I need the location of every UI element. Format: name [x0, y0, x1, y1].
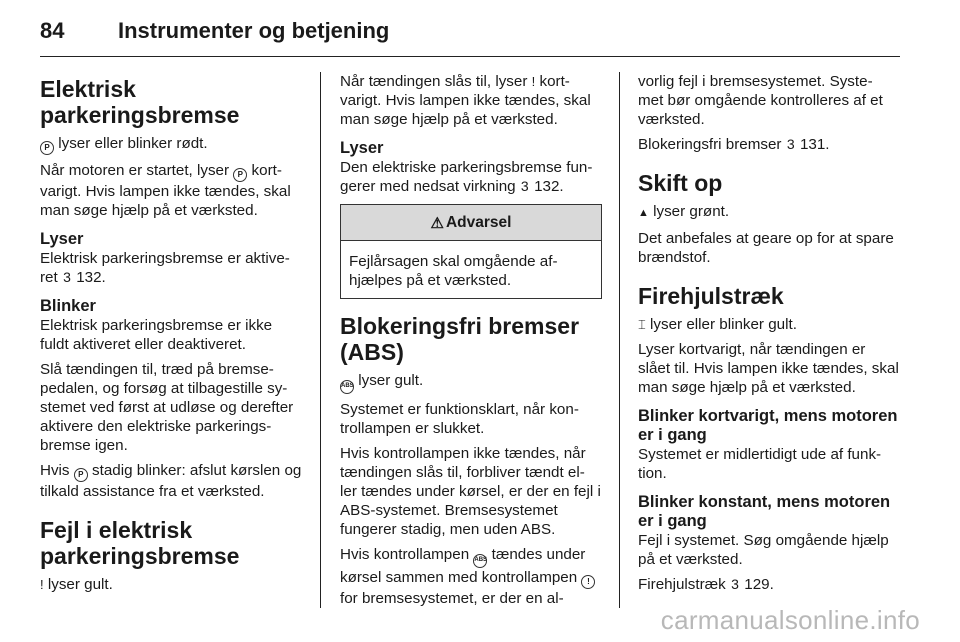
page-number: 84 [40, 18, 65, 43]
paragraph: ! lyser gult. [40, 576, 113, 593]
heading-abs: Blokeringsfri bremser (ABS) [340, 313, 580, 365]
subheading-blinker: Blinker [40, 297, 96, 315]
parking-brake-icon: P [74, 468, 88, 482]
subheading-lyser: Lyser [40, 230, 84, 248]
brake-icon: ! [581, 575, 595, 589]
abs-icon: ABS [340, 380, 354, 394]
paragraph: vorlig fejl i bremsesystemet. Syste- met bør omgående kontrolleres af et værksted. [638, 73, 883, 128]
warning-triangle-icon: ⚠ [430, 214, 444, 232]
paragraph: Hvis P stadig blinker: afslut kørslen og tilkald assistance fra et værksted. [40, 462, 302, 500]
page-ref-icon: 3 [786, 136, 795, 152]
paragraph: ▲ lyser grønt. [638, 202, 900, 223]
page-reference-link[interactable]: 132. [76, 269, 106, 286]
column-divider-2 [619, 72, 620, 608]
page-ref-icon: 3 [731, 576, 739, 592]
paragraph: Firehjulstræk 3 129. [638, 576, 774, 593]
warning-title: Advarsel [445, 213, 512, 231]
paragraph: Systemet er midlertidigt ude af funk- tion. [638, 446, 882, 482]
warning-header [341, 205, 601, 241]
warning-text: Fejlårsagen skal omgående af- hjælpes på et værksted. [349, 253, 558, 289]
paragraph: Når motoren er startet, lyser P kort- varigt. Hvis lampen ikke tændes, skal man søge hjælp på et værksted. [40, 162, 291, 219]
shift-up-icon: ▲ [638, 207, 649, 219]
subheading-blink-short: Blinker kortvarigt, mens motoren er i gang [638, 407, 898, 444]
page-reference-link[interactable]: 129. [744, 576, 774, 593]
page-header [40, 18, 389, 48]
paragraph: ABS lyser gult. [340, 371, 602, 394]
page-ref-icon: 3 [520, 178, 529, 194]
paragraph: Blokeringsfri bremser 3 131. [638, 136, 830, 153]
paragraph: ⌶ lyser eller blinker gult. [638, 316, 797, 333]
page-ref-icon: 3 [63, 269, 71, 285]
warning-body [341, 241, 601, 298]
heading-awd: Firehjulstræk [638, 283, 784, 309]
fault-icon: ! [531, 74, 536, 89]
column-3 [638, 72, 900, 600]
header-rule [40, 56, 900, 57]
chapter-title: Instrumenter og betjening [118, 18, 390, 43]
paragraph: Hvis kontrollampen ikke tændes, når tændingen slås til, forbliver tændt el- ler tændes under kørsel, er der en fejl i ABS-systemet. Bremsesystemet fungerer stadig, men uden ABS. [340, 445, 601, 538]
fault-icon: ! [40, 577, 44, 592]
heading-shift-up: Skift op [638, 170, 723, 196]
paragraph: P lyser eller blinker rødt. [40, 134, 302, 155]
paragraph: Den elektriske parkeringsbremse fun- gerer med nedsat virkning 3 132. [340, 159, 593, 195]
paragraph: Når tændingen slås til, lyser ! kort- varigt. Hvis lampen ikke tændes, skal man søge hjælp på et værksted. [340, 73, 591, 128]
heading-parking-brake: Elektrisk parkeringsbremse [40, 76, 240, 128]
paragraph: Fejl i systemet. Søg omgående hjælp på et værksted. [638, 532, 889, 568]
paragraph: Elektrisk parkeringsbremse er ikke fuldt aktiveret eller deaktiveret. [40, 317, 273, 353]
column-divider-1 [320, 72, 321, 608]
column-1 [40, 72, 302, 600]
paragraph: Hvis kontrollampen ABS tændes under kørsel sammen med kontrollampen ! for bremsesystemet, er der en al- [340, 545, 602, 608]
paragraph: Systemet er funktionsklart, når kon- trollampen er slukket. [340, 401, 579, 437]
watermark: carmanualsonline.info [660, 605, 920, 635]
column-2 [340, 72, 602, 614]
subheading-lyser: Lyser [340, 139, 384, 157]
page-reference-link[interactable]: 131. [799, 136, 830, 153]
warning-box [340, 204, 602, 299]
parking-brake-icon: P [40, 141, 54, 155]
page-reference-link[interactable]: 132. [534, 178, 564, 195]
heading-parking-brake-fault: Fejl i elektrisk parkeringsbremse [40, 517, 240, 569]
awd-icon: ⌶ [638, 317, 646, 332]
paragraph: Lyser kortvarigt, når tændingen er slået til. Hvis lampen ikke tændes, skal man søge hjælp på et værksted. [638, 341, 899, 396]
parking-brake-icon: P [233, 168, 247, 182]
paragraph: Slå tændingen til, træd på bremse- pedalen, og forsøg at tilbagestille sy- stemet ved først at udløse og derefter aktivere den elektriske parkerings- bremse igen. [40, 361, 294, 454]
abs-icon: ABS [473, 554, 487, 568]
paragraph: Elektrisk parkeringsbremse er aktive- ret 3 132. [40, 250, 290, 286]
paragraph: Det anbefales at geare op for at spare brændstof. [638, 230, 894, 266]
subheading-blink-constant: Blinker konstant, mens motoren er i gang [638, 493, 891, 530]
